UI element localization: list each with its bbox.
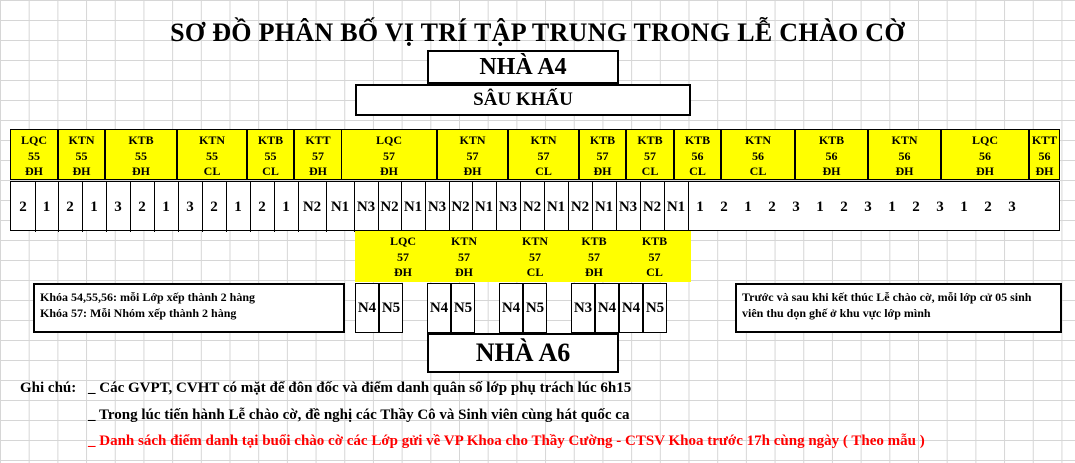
position-cell: 1 <box>154 182 179 232</box>
class-group-5 <box>294 129 342 180</box>
position-cell: 1 <box>274 182 299 232</box>
note-left-line-2: Khóa 57: Mỗi Nhóm xếp thành 2 hàng <box>40 306 237 320</box>
class-type: ĐH <box>976 164 994 178</box>
page-title: SƠ ĐỒ PHÂN BỐ VỊ TRÍ TẬP TRUNG TRONG LỄ CHÀO CỜ <box>170 18 905 47</box>
class-year: 57 <box>312 148 324 163</box>
position-cell: N1 <box>592 182 617 232</box>
position-cell: 2 <box>768 199 776 215</box>
lower-class-group-3 <box>570 231 618 282</box>
class-group-4 <box>247 129 294 180</box>
lower-position-cell: N5 <box>643 283 667 333</box>
class-year: 57 <box>648 249 661 264</box>
lower-position-cell: N4 <box>595 283 619 333</box>
position-cell: N2 <box>449 182 473 232</box>
position-cell: 3 <box>178 182 203 232</box>
class-code: KTB <box>641 234 668 248</box>
class-year: 56 <box>691 148 704 163</box>
class-year: 55 <box>135 148 147 163</box>
class-code: LQC <box>20 133 47 147</box>
class-year: 57 <box>537 148 550 163</box>
position-cell: 1 <box>35 182 59 232</box>
position-cell: N3 <box>496 182 521 232</box>
class-type: ĐH <box>593 164 612 178</box>
stage-label: SÂU KHẤU <box>355 84 691 116</box>
class-year: 55 <box>75 148 88 163</box>
position-cell: 3 <box>864 199 872 215</box>
note-line-1: _ Các GVPT, CVHT có mặt để đôn đốc và điểm danh quân số lớp phụ trách lúc 6h15 <box>88 380 632 396</box>
class-code: KTN <box>891 133 918 147</box>
class-code: KTB <box>581 234 607 248</box>
class-group-6 <box>341 129 437 180</box>
position-cell: N1 <box>401 182 426 232</box>
position-cell: 2 <box>58 182 83 232</box>
class-group-1 <box>58 129 105 180</box>
position-cell: 1 <box>744 199 752 215</box>
class-year: 56 <box>1038 148 1051 163</box>
position-cell: 1 <box>816 199 824 215</box>
class-type: CL <box>526 265 544 279</box>
position-cell: 3 <box>1008 199 1016 215</box>
class-year: 55 <box>264 148 277 163</box>
position-cell: N3 <box>354 182 379 232</box>
class-type: ĐH <box>463 164 482 178</box>
lower-class-groups <box>355 231 691 282</box>
position-cell: 3 <box>106 182 131 232</box>
class-code: KTB <box>637 133 663 147</box>
class-year: 57 <box>644 148 656 163</box>
class-code: KTB <box>684 133 711 147</box>
position-cell: 2 <box>130 182 155 232</box>
class-year: 55 <box>28 148 40 163</box>
class-group-12 <box>721 129 795 180</box>
class-code: KTB <box>818 133 845 147</box>
position-cell: 3 <box>792 199 800 215</box>
building-a6-label: NHÀ A6 <box>427 333 619 373</box>
lower-position-cell: N5 <box>523 283 547 333</box>
position-cell: N2 <box>520 182 545 232</box>
class-code: KTT <box>1031 133 1058 147</box>
class-type: ĐH <box>895 164 914 178</box>
class-type: CL <box>535 164 552 178</box>
note-line-2: _ Trong lúc tiến hành Lễ chào cờ, đề nghị các Thầy Cô và Sinh viên cùng hát quốc ca <box>88 407 630 423</box>
class-group-3 <box>177 129 247 180</box>
lower-position-cell: N4 <box>355 283 379 333</box>
lower-position-row <box>355 283 691 333</box>
class-code: KTN <box>459 133 486 147</box>
class-type: ĐH <box>394 265 412 279</box>
class-code: LQC <box>389 234 416 248</box>
position-cell: 2 <box>720 199 728 215</box>
position-cell: 1 <box>960 199 968 215</box>
class-group-8 <box>508 129 579 180</box>
lower-class-group-1 <box>428 231 500 282</box>
class-group-13 <box>795 129 868 180</box>
class-type: ĐH <box>1035 164 1054 178</box>
class-year: 55 <box>206 148 218 163</box>
position-cell: 2 <box>912 199 920 215</box>
position-cell: N1 <box>544 182 569 232</box>
class-code: LQC <box>375 133 402 147</box>
class-group-2 <box>105 129 177 180</box>
lower-position-cell: N5 <box>451 283 475 333</box>
class-type: CL <box>262 164 279 178</box>
note-right-line-1: Trước và sau khi kết thúc Lễ chào cờ, mỗi lớp cử 05 sinh <box>742 290 1032 304</box>
position-cell: N2 <box>640 182 665 232</box>
note-left-line-1: Khóa 54,55,56: mỗi Lớp xếp thành 2 hàng <box>40 290 256 304</box>
class-code: KTN <box>68 133 95 147</box>
class-type: CL <box>203 164 221 178</box>
position-cell: 1 <box>696 199 704 215</box>
position-cell: N1 <box>326 182 355 232</box>
position-cell: 1 <box>888 199 896 215</box>
class-type: ĐH <box>72 164 91 178</box>
position-cell: 3 <box>936 199 944 215</box>
note-left-box <box>33 283 345 333</box>
class-type: CL <box>749 164 767 178</box>
note-line-3: _ Danh sách điểm danh tại buổi chào cờ các Lớp gửi về VP Khoa cho Thầy Cường - CTSV Khoa trước 17h cùng ngày ( Theo mẫu ) <box>88 433 925 449</box>
class-type: ĐH <box>585 265 603 279</box>
class-year: 57 <box>458 249 470 264</box>
class-type: ĐH <box>309 164 327 178</box>
position-cell: 2 <box>11 182 36 232</box>
class-code: KTB <box>589 133 616 147</box>
top-class-groups <box>10 129 1060 180</box>
notes-label: Ghi chú: <box>20 380 77 396</box>
class-year: 57 <box>397 249 409 264</box>
position-cell: N2 <box>568 182 593 232</box>
building-a4-label: NHÀ A4 <box>427 50 619 84</box>
lower-position-cell: N4 <box>499 283 523 333</box>
class-type: CL <box>689 164 706 178</box>
lower-class-group-4 <box>618 231 691 282</box>
class-group-10 <box>626 129 674 180</box>
position-cell: 2 <box>840 199 848 215</box>
class-year: 57 <box>596 148 609 163</box>
class-group-15 <box>941 129 1029 180</box>
position-cell: N1 <box>664 182 689 232</box>
position-cell: N1 <box>472 182 497 232</box>
lower-position-cell: N5 <box>379 283 403 333</box>
position-cell: N2 <box>378 182 402 232</box>
position-number-row <box>10 181 1060 231</box>
class-year: 57 <box>466 148 479 163</box>
position-cell <box>1024 182 1062 232</box>
class-year: 57 <box>383 148 395 163</box>
position-cell: 1 <box>82 182 107 232</box>
class-code: KTN <box>744 133 771 147</box>
class-code: KTB <box>128 133 154 147</box>
position-cell: 2 <box>984 199 992 215</box>
class-type: ĐH <box>380 164 398 178</box>
lower-position-cell: N4 <box>619 283 643 333</box>
class-code: KTN <box>198 133 225 147</box>
class-group-9 <box>579 129 626 180</box>
class-group-7 <box>437 129 508 180</box>
position-cell: 2 <box>202 182 227 232</box>
position-cell: 2 <box>250 182 275 232</box>
position-cell: N3 <box>616 182 641 232</box>
class-code: LQC <box>971 133 998 147</box>
class-code: KTB <box>257 133 284 147</box>
class-year: 57 <box>529 249 541 264</box>
class-code: KTN <box>530 133 557 147</box>
class-year: 56 <box>979 148 991 163</box>
position-cell: N2 <box>298 182 327 232</box>
class-code: KTN <box>521 234 548 248</box>
class-year: 56 <box>898 148 911 163</box>
note-right-box <box>735 283 1062 333</box>
lower-position-cell: N4 <box>427 283 451 333</box>
position-cell: N3 <box>425 182 450 232</box>
position-cell: 1 <box>226 182 251 232</box>
class-group-14 <box>868 129 941 180</box>
class-year: 56 <box>752 148 764 163</box>
class-group-16 <box>1029 129 1060 180</box>
class-group-11 <box>674 129 721 180</box>
class-type: ĐH <box>132 164 150 178</box>
class-year: 56 <box>825 148 838 163</box>
note-right-line-2: viên thu dọn ghế ở khu vực lớp mình <box>742 306 931 320</box>
class-code: KTT <box>305 133 331 147</box>
class-type: ĐH <box>25 164 43 178</box>
class-group-0 <box>10 129 58 180</box>
lower-class-group-2 <box>499 231 571 282</box>
class-type: ĐH <box>455 265 473 279</box>
class-year: 57 <box>588 249 600 264</box>
class-type: CL <box>641 164 659 178</box>
class-code: KTN <box>450 234 477 248</box>
class-type: CL <box>646 265 663 279</box>
class-type: ĐH <box>822 164 841 178</box>
lower-position-cell: N3 <box>571 283 595 333</box>
